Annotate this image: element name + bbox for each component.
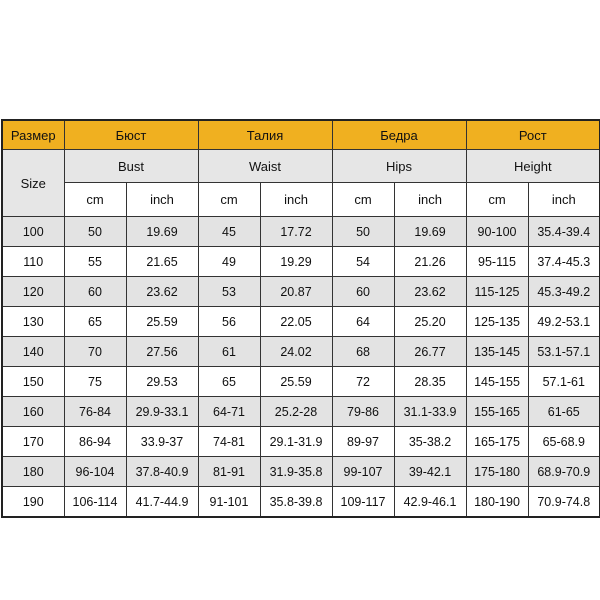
unit-cell: inch bbox=[394, 183, 466, 217]
table-cell: 21.65 bbox=[126, 247, 198, 277]
table-cell: 60 bbox=[64, 277, 126, 307]
table-cell: 54 bbox=[332, 247, 394, 277]
size-cell: 150 bbox=[2, 367, 64, 397]
table-cell: 28.35 bbox=[394, 367, 466, 397]
table-cell: 65 bbox=[64, 307, 126, 337]
header-en-bust: Bust bbox=[64, 150, 198, 183]
table-cell: 50 bbox=[64, 217, 126, 247]
unit-cell: inch bbox=[260, 183, 332, 217]
table-cell: 61-65 bbox=[528, 397, 600, 427]
table-cell: 19.69 bbox=[126, 217, 198, 247]
table-cell: 25.20 bbox=[394, 307, 466, 337]
table-body bbox=[2, 217, 600, 518]
table-cell: 27.56 bbox=[126, 337, 198, 367]
table-row bbox=[2, 427, 600, 457]
table-cell: 165-175 bbox=[466, 427, 528, 457]
table-cell: 33.9-37 bbox=[126, 427, 198, 457]
table-cell: 22.05 bbox=[260, 307, 332, 337]
table-cell: 68 bbox=[332, 337, 394, 367]
table-row bbox=[2, 217, 600, 247]
table-cell: 49 bbox=[198, 247, 260, 277]
header-en-hips: Hips bbox=[332, 150, 466, 183]
header-ru-height: Рост bbox=[466, 120, 600, 150]
table-cell: 45.3-49.2 bbox=[528, 277, 600, 307]
table-cell: 19.69 bbox=[394, 217, 466, 247]
table-cell: 31.1-33.9 bbox=[394, 397, 466, 427]
table-cell: 17.72 bbox=[260, 217, 332, 247]
table-cell: 61 bbox=[198, 337, 260, 367]
size-cell: 130 bbox=[2, 307, 64, 337]
unit-cell: cm bbox=[64, 183, 126, 217]
size-table bbox=[1, 119, 600, 518]
table-row bbox=[2, 457, 600, 487]
unit-cell: cm bbox=[198, 183, 260, 217]
table-cell: 135-145 bbox=[466, 337, 528, 367]
table-cell: 86-94 bbox=[64, 427, 126, 457]
table-cell: 35.4-39.4 bbox=[528, 217, 600, 247]
table-cell: 26.77 bbox=[394, 337, 466, 367]
table-cell: 21.26 bbox=[394, 247, 466, 277]
table-cell: 106-114 bbox=[64, 487, 126, 518]
unit-row bbox=[2, 183, 600, 217]
english-header-row bbox=[2, 150, 600, 183]
table-cell: 25.2-28 bbox=[260, 397, 332, 427]
table-cell: 68.9-70.9 bbox=[528, 457, 600, 487]
table-row bbox=[2, 337, 600, 367]
table-cell: 75 bbox=[64, 367, 126, 397]
table-cell: 35-38.2 bbox=[394, 427, 466, 457]
table-cell: 23.62 bbox=[394, 277, 466, 307]
table-cell: 20.87 bbox=[260, 277, 332, 307]
table-cell: 180-190 bbox=[466, 487, 528, 518]
table-cell: 41.7-44.9 bbox=[126, 487, 198, 518]
table-cell: 70.9-74.8 bbox=[528, 487, 600, 518]
table-cell: 95-115 bbox=[466, 247, 528, 277]
table-cell: 24.02 bbox=[260, 337, 332, 367]
table-row bbox=[2, 397, 600, 427]
table-cell: 72 bbox=[332, 367, 394, 397]
size-cell: 170 bbox=[2, 427, 64, 457]
table-row bbox=[2, 277, 600, 307]
size-cell: 190 bbox=[2, 487, 64, 518]
table-cell: 45 bbox=[198, 217, 260, 247]
table-cell: 109-117 bbox=[332, 487, 394, 518]
table-cell: 175-180 bbox=[466, 457, 528, 487]
table-cell: 81-91 bbox=[198, 457, 260, 487]
table-cell: 65-68.9 bbox=[528, 427, 600, 457]
size-cell: 100 bbox=[2, 217, 64, 247]
table-cell: 96-104 bbox=[64, 457, 126, 487]
table-cell: 55 bbox=[64, 247, 126, 277]
table-cell: 115-125 bbox=[466, 277, 528, 307]
table-cell: 125-135 bbox=[466, 307, 528, 337]
size-cell: 180 bbox=[2, 457, 64, 487]
table-cell: 89-97 bbox=[332, 427, 394, 457]
table-row bbox=[2, 307, 600, 337]
table-cell: 37.8-40.9 bbox=[126, 457, 198, 487]
table-cell: 53 bbox=[198, 277, 260, 307]
table-cell: 25.59 bbox=[126, 307, 198, 337]
table-cell: 64-71 bbox=[198, 397, 260, 427]
header-en-height: Height bbox=[466, 150, 600, 183]
table-row bbox=[2, 367, 600, 397]
table-cell: 29.53 bbox=[126, 367, 198, 397]
table-cell: 155-165 bbox=[466, 397, 528, 427]
table-cell: 39-42.1 bbox=[394, 457, 466, 487]
table-cell: 56 bbox=[198, 307, 260, 337]
table-cell: 29.1-31.9 bbox=[260, 427, 332, 457]
header-ru-waist: Талия bbox=[198, 120, 332, 150]
unit-cell: inch bbox=[126, 183, 198, 217]
size-cell: 160 bbox=[2, 397, 64, 427]
size-chart bbox=[1, 119, 599, 518]
unit-cell: inch bbox=[528, 183, 600, 217]
table-cell: 64 bbox=[332, 307, 394, 337]
table-cell: 65 bbox=[198, 367, 260, 397]
table-cell: 60 bbox=[332, 277, 394, 307]
table-cell: 90-100 bbox=[466, 217, 528, 247]
table-cell: 37.4-45.3 bbox=[528, 247, 600, 277]
header-ru-size: Размер bbox=[2, 120, 64, 150]
unit-cell: cm bbox=[332, 183, 394, 217]
table-cell: 53.1-57.1 bbox=[528, 337, 600, 367]
header-en-size: Size bbox=[2, 150, 64, 217]
table-cell: 42.9-46.1 bbox=[394, 487, 466, 518]
russian-header-row bbox=[2, 120, 600, 150]
table-cell: 19.29 bbox=[260, 247, 332, 277]
size-cell: 110 bbox=[2, 247, 64, 277]
size-cell: 140 bbox=[2, 337, 64, 367]
table-cell: 50 bbox=[332, 217, 394, 247]
table-cell: 74-81 bbox=[198, 427, 260, 457]
unit-cell: cm bbox=[466, 183, 528, 217]
size-cell: 120 bbox=[2, 277, 64, 307]
table-cell: 57.1-61 bbox=[528, 367, 600, 397]
table-cell: 91-101 bbox=[198, 487, 260, 518]
table-cell: 25.59 bbox=[260, 367, 332, 397]
table-row bbox=[2, 247, 600, 277]
table-cell: 23.62 bbox=[126, 277, 198, 307]
table-cell: 145-155 bbox=[466, 367, 528, 397]
header-ru-bust: Бюст bbox=[64, 120, 198, 150]
header-ru-hips: Бедра bbox=[332, 120, 466, 150]
table-cell: 29.9-33.1 bbox=[126, 397, 198, 427]
table-cell: 49.2-53.1 bbox=[528, 307, 600, 337]
table-cell: 31.9-35.8 bbox=[260, 457, 332, 487]
table-cell: 35.8-39.8 bbox=[260, 487, 332, 518]
table-cell: 79-86 bbox=[332, 397, 394, 427]
table-row bbox=[2, 487, 600, 518]
table-cell: 70 bbox=[64, 337, 126, 367]
table-cell: 76-84 bbox=[64, 397, 126, 427]
table-cell: 99-107 bbox=[332, 457, 394, 487]
header-en-waist: Waist bbox=[198, 150, 332, 183]
